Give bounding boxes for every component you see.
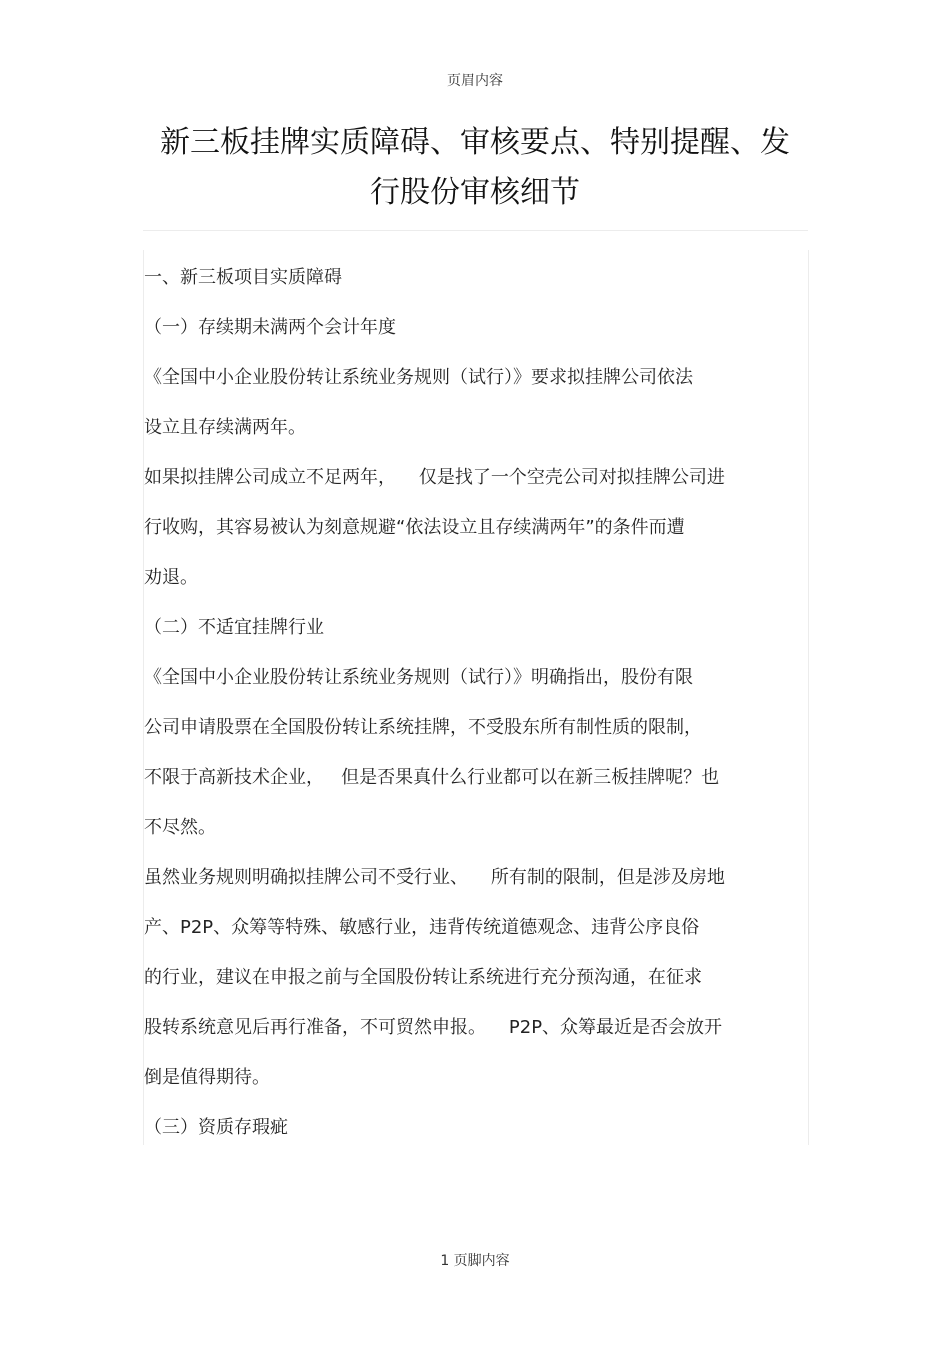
document-title — [130, 118, 820, 218]
body-line: 虽然业务规则明确拟挂牌公司不受行业、 所有制的限制，但是涉及房地 — [144, 867, 725, 888]
subsection-heading-1: （一）存续期未满两个会计年度 — [144, 317, 396, 338]
body-line: 《全国中小企业股份转让系统业务规则（试行）》明确指出，股份有限 — [144, 667, 693, 688]
page-footer: 1 页脚内容 — [440, 1253, 510, 1269]
body-line: 如果拟挂牌公司成立不足两年， 仅是找了一个空壳公司对拟挂牌公司进 — [144, 467, 725, 488]
title-divider — [143, 230, 808, 231]
document-body — [144, 253, 804, 1153]
body-line: 不限于高新技术企业， 但是否果真什么行业都可以在新三板挂牌呢？也 — [144, 767, 720, 788]
subsection-heading-2: （二）不适宜挂牌行业 — [144, 617, 324, 638]
body-line: 不尽然。 — [144, 817, 216, 838]
body-line: 劝退。 — [144, 567, 198, 588]
body-line: 行收购，其容易被认为刻意规避“依法设立且存续满两年”的条件而遭 — [144, 517, 685, 538]
body-line: 《全国中小企业股份转让系统业务规则（试行）》要求拟挂牌公司依法 — [144, 367, 693, 388]
page-header: 页眉内容 — [447, 73, 503, 89]
section-heading-1: 一、新三板项目实质障碍 — [144, 267, 342, 288]
body-line: 设立且存续满两年。 — [144, 417, 306, 438]
body-line: 产、P2P、众筹等特殊、敏感行业，违背传统道德观念、违背公序良俗 — [144, 917, 700, 938]
body-line: 股转系统意见后再行准备，不可贸然申报。 P2P、众筹最近是否会放开 — [144, 1017, 723, 1038]
document-title-line-1: 新三板挂牌实质障碍、审核要点、特别提醒、发 — [160, 125, 790, 160]
subsection-heading-3: （三）资质存瑕疵 — [144, 1117, 288, 1138]
document-title-line-2: 行股份审核细节 — [370, 175, 580, 210]
body-line: 倒是值得期待。 — [144, 1067, 270, 1088]
body-line: 公司申请股票在全国股份转让系统挂牌，不受股东所有制性质的限制， — [144, 717, 702, 738]
body-line: 的行业，建议在申报之前与全国股份转让系统进行充分预沟通，在征求 — [144, 967, 702, 988]
